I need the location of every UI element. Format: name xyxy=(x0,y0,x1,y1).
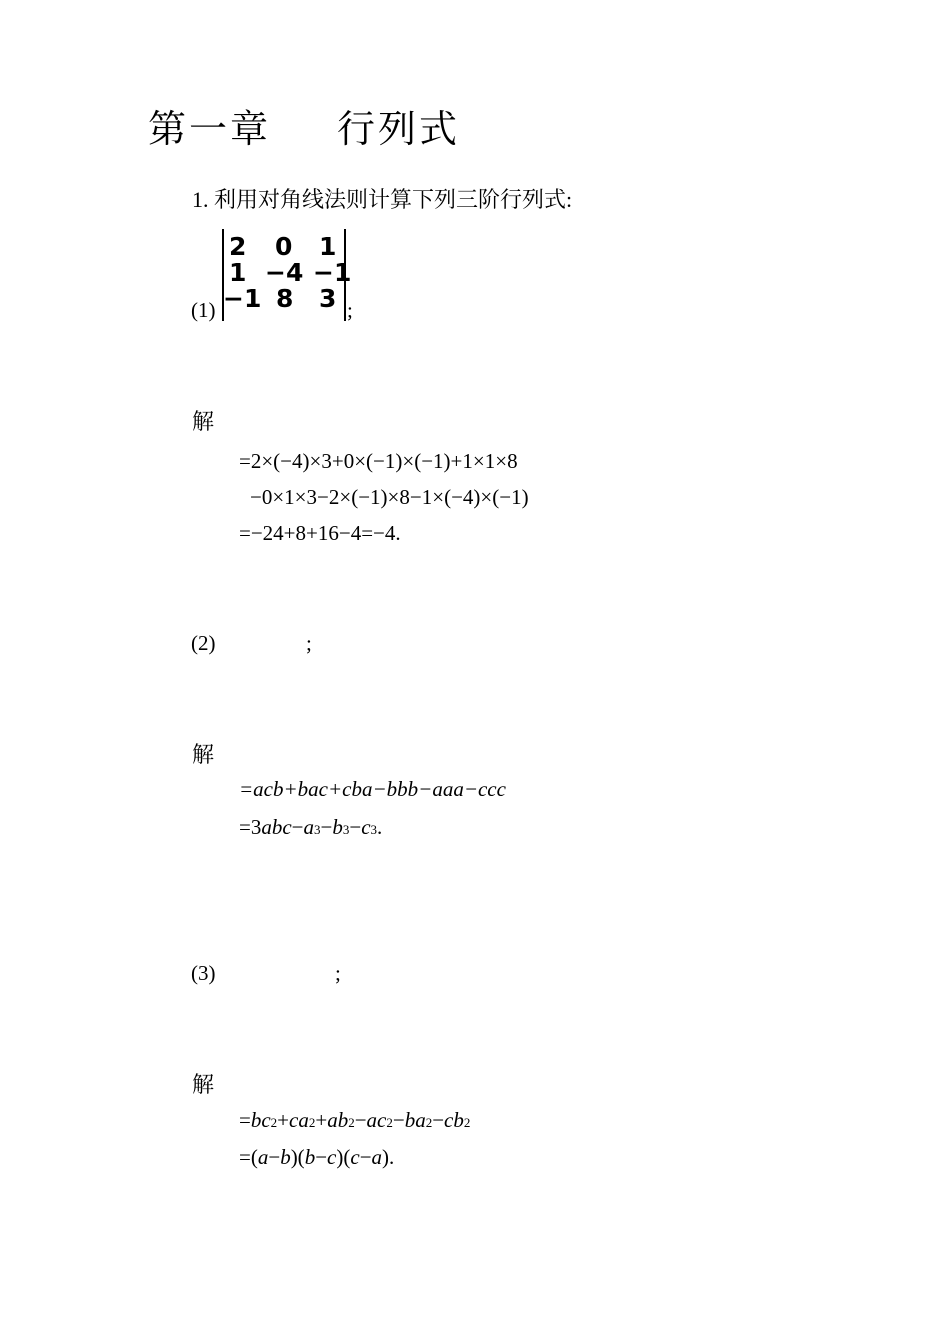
expr-text: =3 xyxy=(239,815,262,839)
expr-exponent: 2 xyxy=(348,1115,355,1130)
part2-line1 xyxy=(239,777,506,802)
matrix-cell: 1 xyxy=(319,232,337,261)
expr-var: ab xyxy=(327,1108,349,1132)
matrix-cell: 8 xyxy=(276,284,294,313)
expr-text: − xyxy=(291,815,304,839)
part1-solution-label: 解 xyxy=(192,409,215,434)
part2-line2 xyxy=(239,815,382,840)
expr-var: ba xyxy=(404,1108,426,1132)
expr-var: cb xyxy=(444,1108,464,1132)
expr-text: − xyxy=(349,815,362,839)
expr-exponent: 2 xyxy=(425,1115,433,1130)
expr-exponent: 2 xyxy=(270,1115,278,1130)
expr-text: − xyxy=(354,1108,367,1132)
chapter-number: 第一章 xyxy=(148,109,272,151)
expr-text: . xyxy=(377,815,383,839)
chapter-name: 行列式 xyxy=(337,109,461,151)
part1-label: (1) xyxy=(191,298,216,322)
expr-text: = xyxy=(239,1108,251,1132)
expr-var: c xyxy=(327,1145,337,1169)
expr-var: abc xyxy=(261,815,292,839)
expr-var: bc xyxy=(250,1108,271,1132)
problem-intro: 1. 利用对角线法则计算下列三阶行列式: xyxy=(192,187,573,212)
matrix-cell: −4 xyxy=(265,258,304,287)
matrix-cell: 2 xyxy=(229,232,247,261)
expr-var: b xyxy=(304,1145,316,1169)
expr-text: )( xyxy=(336,1145,351,1169)
expr-var: c xyxy=(361,815,371,839)
expr-text: =( xyxy=(239,1145,258,1169)
part3-line2 xyxy=(239,1145,394,1170)
expr-text: − xyxy=(268,1145,281,1169)
part3-semicolon: ; xyxy=(335,961,341,985)
expr-exponent: 2 xyxy=(386,1115,393,1130)
matrix-cell: −1 xyxy=(223,284,262,313)
expr-text: ). xyxy=(382,1145,395,1169)
expr-exponent: 2 xyxy=(308,1115,316,1130)
expr-text: + xyxy=(277,1108,290,1132)
matrix-cell: 1 xyxy=(229,258,247,287)
part3-label: (3) xyxy=(191,961,216,985)
expr-exponent: 3 xyxy=(314,822,321,837)
expr-text: − xyxy=(392,1108,405,1132)
expr-text: − xyxy=(432,1108,445,1132)
expr-text: − xyxy=(359,1145,372,1169)
part1-line2: −0×1×3−2×(−1)×8−1×(−4)×(−1) xyxy=(250,485,529,509)
part1-line3: =−24+8+16−4=−4. xyxy=(239,521,401,545)
part3-line1 xyxy=(239,1108,470,1133)
expr-var: c xyxy=(350,1145,360,1169)
expr-var: b xyxy=(332,815,343,839)
matrix-cell: 3 xyxy=(319,284,337,313)
expr-var: a xyxy=(257,1145,269,1169)
expr-var: ac xyxy=(366,1108,387,1132)
expr-var: a xyxy=(371,1145,383,1169)
part2-semicolon: ; xyxy=(306,631,312,655)
matrix-cell: −1 xyxy=(313,258,352,287)
expr-exponent: 3 xyxy=(370,822,378,837)
part1-semicolon: ; xyxy=(347,298,353,322)
expr-exponent: 3 xyxy=(342,822,350,837)
part2-solution-label: 解 xyxy=(192,742,215,767)
expr-text: )( xyxy=(290,1145,305,1169)
expr-var: ca xyxy=(289,1108,309,1132)
determinant-matrix xyxy=(222,229,352,321)
chapter-title xyxy=(148,98,460,153)
matrix-cell: 0 xyxy=(275,232,293,261)
expr-var: b xyxy=(280,1145,291,1169)
expr-text: − xyxy=(315,1145,328,1169)
expr-text: + xyxy=(315,1108,328,1132)
part2-label: (2) xyxy=(191,631,216,655)
part2-line1-text: =acb+bac+cba−bbb−aaa−ccc xyxy=(239,777,506,801)
part1-line1: =2×(−4)×3+0×(−1)×(−1)+1×1×8 xyxy=(239,449,518,473)
part3-solution-label: 解 xyxy=(192,1072,215,1097)
expr-exponent: 2 xyxy=(463,1115,471,1130)
expr-var: a xyxy=(303,815,315,839)
expr-text: − xyxy=(320,815,333,839)
